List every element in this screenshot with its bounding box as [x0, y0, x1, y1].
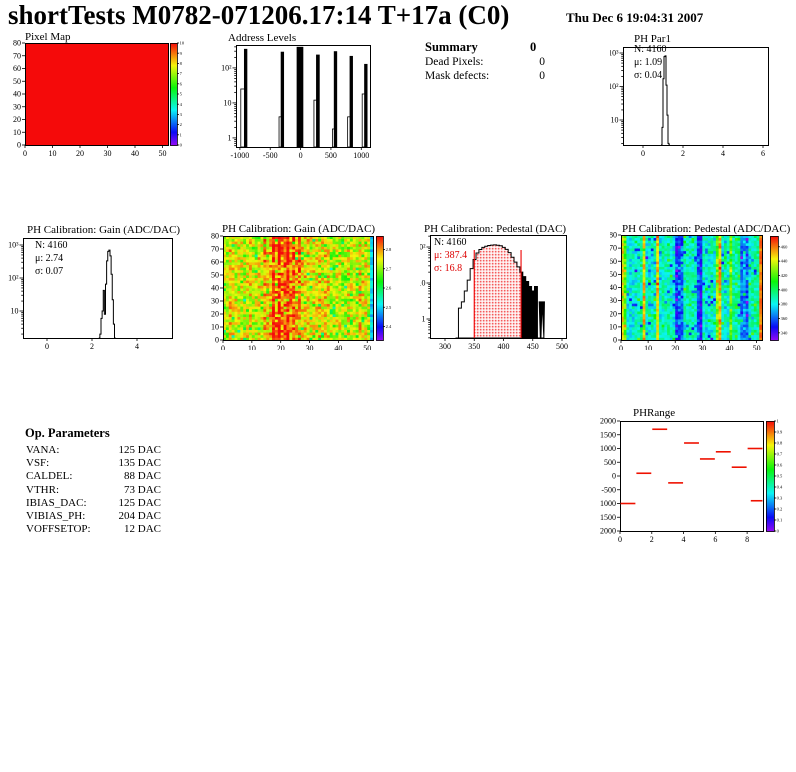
- op-parameter-label: VIBIAS_PH:: [26, 510, 86, 522]
- op-parameter-label-row: [20, 444, 170, 457]
- op-parameters-title: Op. Parameters: [25, 426, 110, 440]
- phrange-title: PHRange: [633, 407, 676, 419]
- op-parameter-label-row: [20, 457, 170, 470]
- gain-hist-canvas: [0, 218, 210, 350]
- stat-line: σ: 0.04: [634, 69, 663, 81]
- op-parameters-block: [20, 424, 170, 544]
- stat-line: N: 4160: [434, 237, 467, 248]
- stat-line: μ: 387.4: [434, 249, 468, 261]
- op-parameter-label-row: [20, 510, 170, 523]
- summary-block: [420, 36, 590, 96]
- gain-hist-stats: [35, 240, 68, 278]
- pixel-map-panel: [0, 30, 210, 158]
- pedestal-hist-title: PH Calibration: Pedestal (DAC): [424, 223, 567, 235]
- op-parameter-label: VTHR:: [26, 483, 59, 496]
- op-parameter-label: VOFFSETOP:: [26, 523, 91, 536]
- summary-label: Dead Pixels:: [425, 56, 484, 68]
- address-levels-title: Address Levels: [228, 32, 297, 44]
- pedestal-map-title: PH Calibration: Pedestal (ADC/DAC): [622, 223, 791, 235]
- stat-line: σ: 16.8: [434, 262, 463, 274]
- op-parameter-label-row: [20, 497, 170, 510]
- op-parameter-value: 88 DAC: [124, 470, 161, 483]
- op-parameter-value: 12 DAC: [124, 523, 161, 536]
- gain-hist-title: PH Calibration: Gain (ADC/DAC): [27, 224, 181, 236]
- summary-label-row: [420, 70, 590, 83]
- summary-value: 0: [539, 69, 545, 82]
- op-parameter-value: 204 DAC: [118, 510, 161, 522]
- op-parameter-label: CALDEL:: [26, 470, 73, 483]
- summary-value: 0: [539, 56, 545, 68]
- phrange-canvas: [600, 405, 796, 553]
- stat-line: σ: 0.07: [35, 265, 64, 277]
- phrange-panel: [600, 405, 796, 553]
- op-parameter-label-row: [20, 523, 170, 536]
- address-levels-canvas: [210, 30, 396, 158]
- pedestal-hist-stats: [434, 237, 467, 275]
- pixel-map-canvas: [0, 30, 210, 158]
- op-parameter-label: IBIAS_DAC:: [26, 496, 87, 509]
- op-parameter-label: VANA:: [26, 444, 60, 456]
- gain-map-canvas: [210, 218, 400, 350]
- timestamp: Thu Dec 6 19:04:31 2007: [566, 10, 704, 25]
- stat-line: μ: 1.09: [634, 56, 663, 68]
- gain-hist-panel: [0, 218, 210, 350]
- pixel-map-title: Pixel Map: [25, 31, 71, 43]
- summary-total: 0: [530, 40, 537, 54]
- stat-line: N: 4160: [35, 240, 68, 251]
- page-title: shortTests M0782-071206.17:14 T+17a (C0): [8, 0, 510, 30]
- ph-par1-title: PH Par1: [634, 33, 671, 45]
- gain-map-title: PH Calibration: Gain (ADC/DAC): [222, 223, 376, 235]
- stat-line: N: 4160: [634, 44, 667, 55]
- op-parameter-label: VSF:: [26, 457, 50, 470]
- pedestal-map-canvas: [610, 218, 796, 350]
- op-parameter-label-row: [20, 470, 170, 483]
- op-parameter-value: 125 DAC: [118, 496, 161, 509]
- op-parameter-value: 73 DAC: [124, 483, 161, 496]
- op-parameter-value: 135 DAC: [118, 457, 161, 470]
- summary-label: Mask defects:: [425, 69, 490, 82]
- summary-title: Summary: [425, 40, 478, 54]
- ph-par1-stats: [634, 44, 667, 82]
- pedestal-map-panel: [610, 218, 796, 350]
- op-parameter-value: 125 DAC: [118, 444, 161, 456]
- pedestal-hist-panel: [420, 218, 580, 350]
- address-levels-panel: [210, 30, 396, 158]
- stat-line: μ: 2.74: [35, 252, 64, 264]
- op-parameter-label-row: [20, 484, 170, 497]
- gain-map-panel: [210, 218, 400, 350]
- ph-par1-panel: [610, 30, 796, 158]
- summary-label-row: [420, 56, 590, 69]
